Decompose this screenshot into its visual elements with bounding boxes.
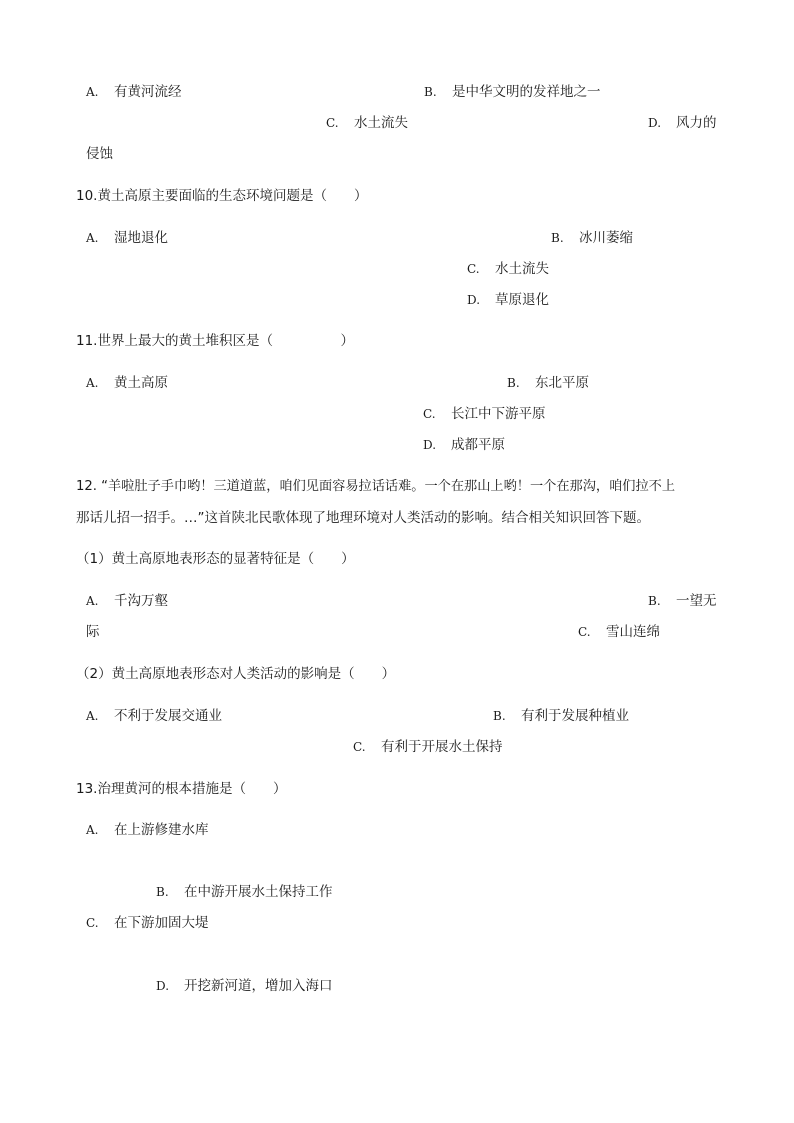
q13-option-c (86, 914, 209, 932)
option-text: 在上游修建水库 (114, 822, 209, 838)
q13-option-b (156, 883, 333, 901)
q10-stem: 10.黄土高原主要面临的生态环境问题是（ ） (76, 188, 368, 204)
option-text: 黄土高原 (114, 375, 168, 391)
option-text: 在中游开展水土保持工作 (184, 884, 333, 900)
q12-sub1-option-a (86, 592, 168, 610)
option-letter: A. (86, 823, 99, 837)
option-letter: B. (648, 594, 661, 608)
option-text: 东北平原 (535, 375, 589, 391)
option-text: 在下游加固大堤 (114, 915, 209, 931)
option-text: 成都平原 (451, 437, 505, 453)
q12-sub1-option-b-wrap: 际 (86, 624, 100, 640)
option-letter: A. (86, 709, 99, 723)
option-letter: A. (86, 594, 99, 608)
q9-option-a (86, 83, 182, 101)
option-text: 一望无 (676, 593, 717, 609)
option-letter: D. (156, 979, 170, 993)
q11-option-c (423, 405, 546, 423)
option-letter: B. (424, 85, 437, 99)
q11-option-b (507, 374, 589, 392)
option-letter: D. (467, 293, 481, 307)
option-text: 有利于开展水土保持 (381, 739, 503, 755)
option-letter: B. (507, 376, 520, 390)
q12-sub1-option-b (648, 592, 717, 610)
q10-option-d (467, 291, 549, 309)
option-text: 是中华文明的发祥地之一 (452, 84, 601, 100)
q10-option-b (551, 229, 633, 247)
option-text: 草原退化 (495, 292, 549, 308)
option-letter: C. (86, 916, 99, 930)
option-text: 有黄河流经 (114, 84, 182, 100)
option-letter: C. (578, 625, 591, 639)
q12-stem-line2: 那话儿招一招手。…”这首陕北民歌体现了地理环境对人类活动的影响。结合相关知识回答下题。 (76, 510, 650, 526)
option-letter: A. (86, 376, 99, 390)
option-letter: D. (648, 116, 662, 130)
q12-sub1-option-c (578, 623, 660, 641)
q13-stem: 13.治理黄河的根本措施是（ ） (76, 781, 287, 797)
option-letter: B. (493, 709, 506, 723)
option-text: 不利于发展交通业 (114, 708, 222, 724)
option-letter: C. (423, 407, 436, 421)
option-text: 冰川萎缩 (579, 230, 633, 246)
q9-option-d (648, 114, 717, 132)
option-letter: C. (353, 740, 366, 754)
option-letter: B. (156, 885, 169, 899)
q10-option-a (86, 229, 168, 247)
option-letter: B. (551, 231, 564, 245)
option-letter: C. (467, 262, 480, 276)
option-text: 湿地退化 (114, 230, 168, 246)
option-text: 长江中下游平原 (451, 406, 546, 422)
q12-sub2-option-a (86, 707, 222, 725)
q13-option-a (86, 821, 209, 839)
q10-option-c (467, 260, 549, 278)
q11-option-a (86, 374, 168, 392)
option-text: 水土流失 (354, 115, 408, 131)
option-letter: C. (326, 116, 339, 130)
q9-option-c (326, 114, 408, 132)
q12-sub2-option-b (493, 707, 629, 725)
q9-option-d-wrap: 侵蚀 (86, 146, 113, 162)
q12-sub2-stem: （2）黄土高原地表形态对人类活动的影响是（ ） (76, 666, 396, 682)
option-letter: A. (86, 231, 99, 245)
q11-stem: 11.世界上最大的黄土堆积区是（ ） (76, 333, 354, 349)
q12-stem-line1: 12. “羊啦肚子手巾哟！三道道蓝，咱们见面容易拉话话难。一个在那山上哟！一个在那沟，咱们拉不上 (76, 479, 676, 494)
q9-option-b (424, 83, 601, 101)
option-text: 水土流失 (495, 261, 549, 277)
option-letter: D. (423, 438, 437, 452)
option-text: 风力的 (676, 115, 717, 131)
option-text: 千沟万壑 (114, 593, 168, 609)
option-letter: A. (86, 85, 99, 99)
option-text: 开挖新河道，增加入海口 (184, 978, 333, 994)
option-text: 雪山连绵 (606, 624, 660, 640)
q11-option-d (423, 436, 505, 454)
q12-sub2-option-c (353, 738, 503, 756)
option-text: 有利于发展种植业 (521, 708, 629, 724)
q13-option-d (156, 977, 333, 995)
q12-sub1-stem: （1）黄土高原地表形态的显著特征是（ ） (76, 551, 355, 567)
